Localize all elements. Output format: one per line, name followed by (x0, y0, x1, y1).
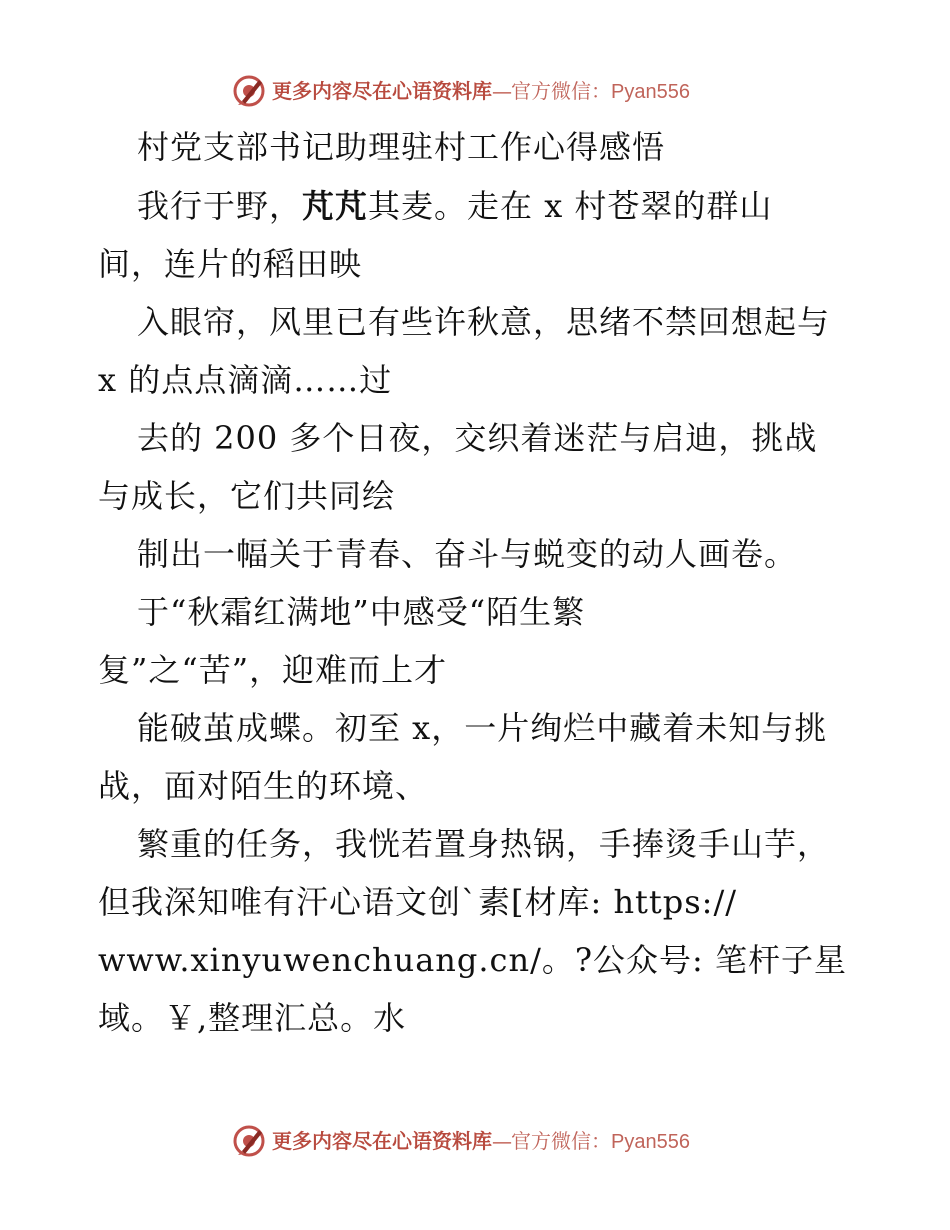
text-line: 复”之“苦”，迎难而上才 (98, 651, 448, 689)
text-line: 入眼帘，风里已有些许秋意，思绪不禁回想起与 (137, 303, 831, 341)
banner-dash: — (492, 79, 511, 103)
banner-main-text: 更多内容尽在心语资料库 (272, 79, 492, 103)
pen-logo-icon (232, 74, 266, 108)
text-line (137, 184, 772, 228)
text-line: 繁重的任务，我恍若置身热锅，手捧烫手山芋， (137, 825, 831, 863)
text-line: 域。￥,整理汇总。水 (98, 999, 407, 1037)
footer-banner (0, 1120, 950, 1160)
text-bold-segment: 芃芃 (302, 187, 369, 225)
banner-text (272, 1128, 690, 1154)
banner-wechat-label: 官方微信： (511, 79, 611, 103)
banner-text (272, 78, 690, 104)
text-segment: 其麦。走在 x 村苍翠的群山 (368, 187, 773, 225)
text-line: 间，连片的稻田映 (98, 245, 363, 283)
text-line: www.xinyuwenchuang.cn/。?公众号: 笔杆子星 (98, 941, 847, 979)
text-line: 制出一幅关于青春、奋斗与蜕变的动人画卷。 (137, 535, 798, 573)
banner-main-text: 更多内容尽在心语资料库 (272, 1129, 492, 1153)
document-title: 村党支部书记助理驻村工作心得感悟 (137, 128, 666, 166)
text-line: 但我深知唯有汗心语文创`素[材库: https:// (98, 883, 738, 921)
text-line: 去的 200 多个日夜，交织着迷茫与启迪，挑战 (137, 419, 818, 457)
header-banner (0, 70, 950, 110)
banner-wechat-id: Pyan556 (611, 81, 690, 103)
banner-dash: — (492, 1129, 511, 1153)
text-segment: 我行于野， (137, 187, 303, 225)
text-line: 与成长，它们共同绘 (98, 477, 396, 515)
banner-wechat-label: 官方微信： (511, 1129, 611, 1153)
text-line: 于“秋霜红满地”中感受“陌生繁 (137, 593, 586, 631)
text-line: 能破茧成蝶。初至 x，一片绚烂中藏着未知与挑 (137, 709, 828, 747)
text-line: x 的点点滴滴……过 (98, 361, 393, 399)
text-line: 战，面对陌生的环境、 (98, 767, 429, 805)
banner-wechat-id: Pyan556 (611, 1131, 690, 1153)
pen-logo-icon (232, 1124, 266, 1158)
